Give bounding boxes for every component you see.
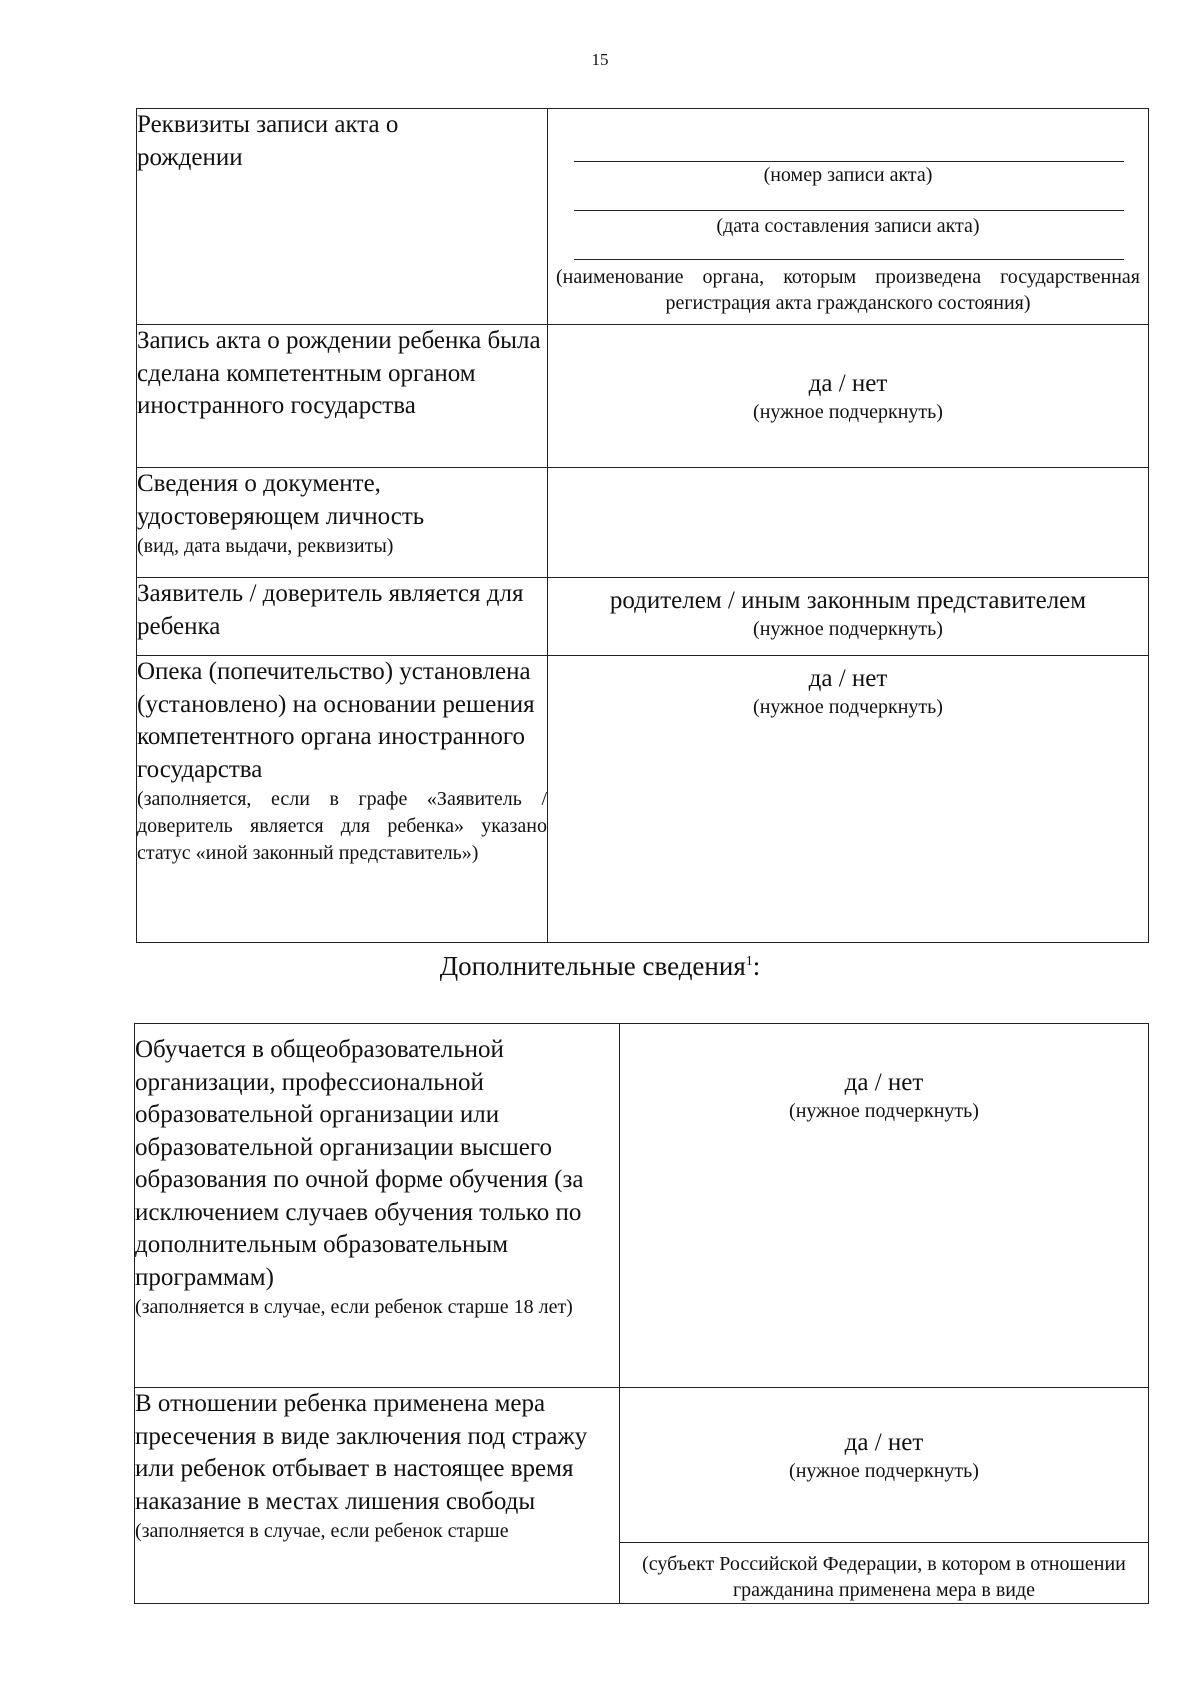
row-value-cell <box>548 325 1149 468</box>
underline-hint: (нужное подчеркнуть) <box>753 401 943 423</box>
record-date-caption: (дата составления записи акта) <box>716 215 980 237</box>
full-time-education-note: (заполняется в случае, если ребенок старше 18 лет) <box>135 1296 573 1318</box>
row-label-cell <box>135 1388 620 1604</box>
row-label-cell <box>137 656 548 943</box>
yes-no-choice[interactable]: да / нет <box>808 370 888 397</box>
table-row <box>137 656 1149 943</box>
federation-subject-caption: (субъект Российской Федерации, в котором в отношении гражданина применена мера в виде <box>620 1542 1148 1603</box>
additional-info-heading <box>0 951 1200 982</box>
row-label-cell <box>137 109 548 325</box>
applicant-relation-label: Заявитель / доверитель является для ребенка <box>137 580 524 640</box>
additional-info-table <box>134 1023 1149 1604</box>
guardianship-label: Опека (попечительство) установлена (установлено) на основании решения компетентного органа иностранного государства <box>137 658 535 783</box>
heading-text: Дополнительные сведения <box>439 951 746 981</box>
yes-no-choice[interactable]: да / нет <box>844 1429 924 1456</box>
detention-measure-label: В отношении ребенка применена мера пресечения в виде заключения под стражу или ребенок отбывает в настоящее время наказание в местах лишения свободы <box>135 1390 588 1515</box>
row-value-cell <box>620 1024 1149 1388</box>
relation-choice[interactable]: родителем / иным законным представителем <box>609 587 1087 614</box>
identity-document-note: (вид, дата выдачи, реквизиты) <box>137 535 394 557</box>
registration-authority-caption: (наименование органа, которым произведена государственная регистрация акта гражданского состояния) <box>556 266 1140 314</box>
record-date-line[interactable] <box>574 210 1124 211</box>
birth-record-fields-cell <box>548 109 1149 325</box>
page-number: 15 <box>591 50 609 69</box>
underline-hint: (нужное подчеркнуть) <box>789 1460 979 1482</box>
identity-document-label: Сведения о документе, удостоверяющем личность <box>137 470 425 530</box>
registration-authority-line[interactable] <box>574 259 1124 260</box>
underline-hint: (нужное подчеркнуть) <box>789 1100 979 1122</box>
row-value-cell <box>548 578 1149 656</box>
row-value-cell <box>548 656 1149 943</box>
underline-hint: (нужное подчеркнуть) <box>753 696 943 718</box>
identity-document-input-cell[interactable] <box>548 468 1149 578</box>
table-row <box>137 578 1149 656</box>
full-time-education-label: Обучается в общеобразовательной организации, профессиональной образовательной организации или образовательной организации высшего образования по очной форме обучения (за исключением случаев обучения только по дополнительным образовательным программам) <box>135 1036 584 1291</box>
heading-colon: : <box>752 951 761 981</box>
foreign-authority-record-label: Запись акта о рождении ребенка была сделана компетентным органом иностранного государства <box>137 327 541 419</box>
yes-no-choice[interactable]: да / нет <box>844 1069 924 1096</box>
row-value-cell <box>620 1388 1149 1604</box>
detention-measure-note: (заполняется в случае, если ребенок старше <box>135 1520 509 1542</box>
underline-hint: (нужное подчеркнуть) <box>753 618 943 640</box>
row-label-cell <box>137 468 548 578</box>
applicant-details-table <box>136 108 1149 943</box>
birth-record-details-label: Реквизиты записи акта о рождении <box>137 111 399 171</box>
row-label-cell <box>137 325 548 468</box>
record-number-caption: (номер записи акта) <box>763 164 933 186</box>
guardianship-note: (заполняется, если в графе «Заявитель / доверитель является для ребенка» указано статус «иной законный представитель») <box>137 788 547 864</box>
table-row <box>135 1388 1149 1604</box>
yes-no-choice[interactable]: да / нет <box>808 665 888 692</box>
table-row <box>137 468 1149 578</box>
row-label-cell <box>137 578 548 656</box>
footnote-marker: 1 <box>745 954 753 969</box>
row-label-cell <box>135 1024 620 1388</box>
table-row <box>135 1024 1149 1388</box>
table-row <box>137 325 1149 468</box>
table-row <box>137 109 1149 325</box>
